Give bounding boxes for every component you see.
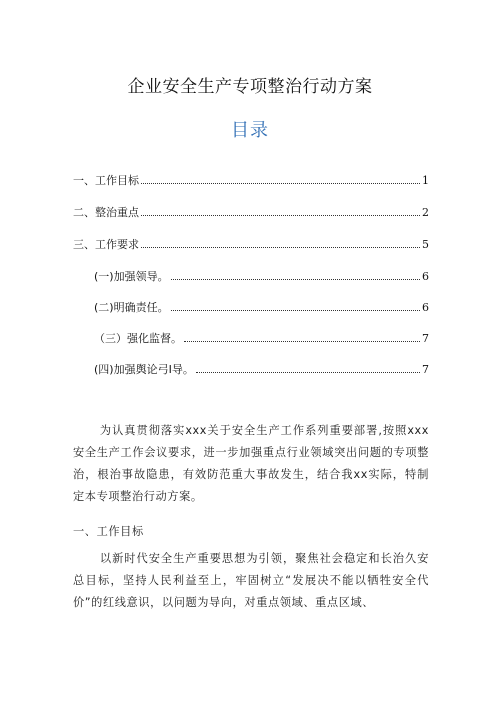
document-title: 企业安全生产专项整治行动方案 bbox=[127, 77, 373, 97]
toc-page-number: 6 bbox=[422, 301, 429, 314]
toc-entry-label: (四)加强舆论弓I导。 bbox=[94, 363, 194, 376]
toc-entry-work-goals[interactable] bbox=[73, 172, 429, 188]
toc-entry-label: （三）强化监督。 bbox=[94, 332, 182, 345]
toc-entry-key-rectification[interactable] bbox=[73, 204, 429, 220]
toc-entry-work-requirements[interactable] bbox=[73, 236, 429, 252]
toc-heading: 目录 bbox=[231, 120, 269, 141]
toc-entry-clarify-responsibility[interactable] bbox=[94, 299, 429, 315]
toc-dot-leader bbox=[171, 299, 420, 311]
toc-entry-label: (二)明确责任。 bbox=[94, 301, 169, 314]
section-paragraph-work-goals: 以新时代安全生产重要思想为引领，聚焦社会稳定和长治久安总目标，坚持人民利益至上，牢固树立“发展决不能以牺牲安全代价”的红线意识，以问题为导向，对重点领域、重点区域、 bbox=[73, 552, 429, 609]
toc-page-number: 7 bbox=[422, 332, 429, 345]
toc-dot-leader bbox=[171, 268, 420, 280]
toc-entry-label: 二、整治重点 bbox=[73, 206, 139, 219]
toc-page-number: 5 bbox=[422, 238, 429, 251]
toc-entry-strengthen-supervision[interactable] bbox=[94, 330, 429, 346]
toc-page-number: 1 bbox=[422, 174, 429, 187]
toc-entry-public-opinion-guidance[interactable] bbox=[94, 361, 429, 377]
toc-dot-leader bbox=[141, 172, 420, 184]
section-heading-work-goals: 一、工作目标 bbox=[73, 525, 144, 538]
toc-entry-label: 一、工作目标 bbox=[73, 174, 139, 187]
toc-entry-strengthen-leadership[interactable] bbox=[94, 268, 429, 284]
toc-dot-leader bbox=[184, 330, 420, 342]
toc-dot-leader bbox=[196, 361, 420, 373]
toc-entry-label: 三、工作要求 bbox=[73, 238, 139, 251]
toc-page-number: 6 bbox=[422, 270, 429, 283]
toc-page-number: 2 bbox=[422, 206, 429, 219]
toc-dot-leader bbox=[141, 204, 420, 216]
toc-entry-label: (一)加强领导。 bbox=[94, 270, 169, 283]
intro-paragraph: 为认真贯彻落实xxx关于安全生产工作系列重要部署,按照xxx安全生产工作会议要求，进一步加强重点行业领域突出问题的专项整治，根治事故隐患，有效防范重大事故发生，结合我xx实际，特制定本专项整治行动方案。 bbox=[73, 424, 429, 503]
toc-page-number: 7 bbox=[422, 363, 429, 376]
toc-dot-leader bbox=[141, 236, 420, 248]
